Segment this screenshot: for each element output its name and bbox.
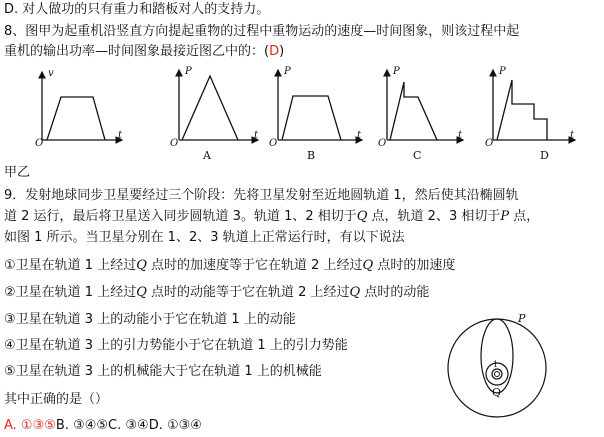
graph-d: [485, 66, 575, 162]
orbit-figure: [444, 310, 554, 422]
graph-a-origin: O: [170, 138, 179, 149]
q8-line2-close: ): [279, 44, 285, 59]
earth-core: [495, 372, 500, 377]
q8-graphs: [0, 62, 604, 172]
graph-v-t: [35, 68, 123, 149]
graph-d-axis-label: P: [499, 66, 506, 77]
graph-d-origin: O: [485, 138, 494, 149]
graph-a: [170, 66, 259, 162]
q9-statement-1: ①卫星在轨道 1 上经过Q 点时的加速度等于它在轨道 2 上经过Q 点时的加速度: [4, 258, 456, 273]
q9-line2-a: 道 2 运行，最后将卫星送入同步圆轨道 3。轨道 1、2 相切于: [4, 209, 357, 224]
graph-d-caption: D: [540, 149, 549, 162]
q9-line2-c: 点，: [509, 209, 540, 224]
graph-c-axis-label: P: [393, 66, 400, 77]
q9-choice-a: A. ①③⑤: [4, 418, 56, 433]
q9-choices: [4, 418, 202, 434]
graph-b: [269, 66, 362, 162]
q8-line2: [4, 44, 284, 60]
graph-b-origin: O: [269, 138, 278, 149]
q9-line2-p: P: [500, 209, 510, 224]
graph-b-axis-label: P: [284, 66, 291, 77]
q9-line1: 9．发射地球同步卫星要经过三个阶段：先将卫星发射至近地圆轨道 1，然后使其沿椭圆轨: [4, 188, 519, 203]
graph-a-axis-label: P: [185, 66, 192, 77]
graph-c-caption: C: [413, 149, 422, 162]
graph-a-t-label: t: [254, 130, 259, 141]
orbit-q-label: Q: [492, 386, 502, 399]
orbit-p-label: P: [518, 312, 526, 325]
q7-option-d: D. 对人做功的只有重力和踏板对人的支持力。: [4, 2, 270, 17]
q8-line2-text: 重机的输出功率—时间图象最接近图乙中的：(: [4, 44, 270, 59]
graph-b-t-label: t: [357, 130, 362, 141]
graph-c-t-label: t: [458, 130, 463, 141]
graph-v-origin: O: [35, 138, 44, 149]
q9-statement-2: ②卫星在轨道 1 上经过Q 点时的动能等于它在轨道 2 上经过Q 点时的动能: [4, 285, 430, 300]
q9-choices-rest: B. ③④⑤C. ③④D. ①③④: [55, 418, 202, 433]
q8-answer: D: [269, 44, 280, 59]
graph-v-axis-label: v: [48, 68, 54, 79]
graph-v-t-label: t: [118, 130, 123, 141]
orbit-2: [481, 319, 513, 393]
q9-line3: 如图 1 所示。当卫星分别在 1、2、3 轨道上正常运行时，有以下说法: [4, 230, 405, 245]
q9-statement-3: ③卫星在轨道 3 上的动能小于它在轨道 1 上的动能: [4, 312, 296, 327]
graph-d-t-label: t: [570, 130, 575, 141]
graph-b-caption: B: [307, 149, 316, 162]
q9-statement-4: ④卫星在轨道 3 上的引力势能小于它在轨道 1 上的引力势能: [4, 338, 348, 353]
orbit-1-label: 1: [493, 360, 499, 369]
q8-jia-yi: 甲乙: [4, 165, 31, 180]
graph-c: [378, 66, 463, 162]
q8-line1: 8、图甲为起重机沿竖直方向提起重物的过程中重物运动的速度—时间图象，则该过程中起: [4, 24, 520, 39]
q9-line2-q: Q: [356, 209, 368, 224]
graph-c-origin: O: [378, 138, 387, 149]
q9-prompt: 其中正确的是（）: [4, 392, 109, 407]
graph-a-caption: A: [203, 149, 211, 162]
q9-statement-5: ⑤卫星在轨道 3 上的机械能大于它在轨道 1 上的机械能: [4, 364, 322, 379]
q9-line2: [4, 209, 539, 225]
q9-line2-b: 点，轨道 2、3 相切于: [367, 209, 501, 224]
